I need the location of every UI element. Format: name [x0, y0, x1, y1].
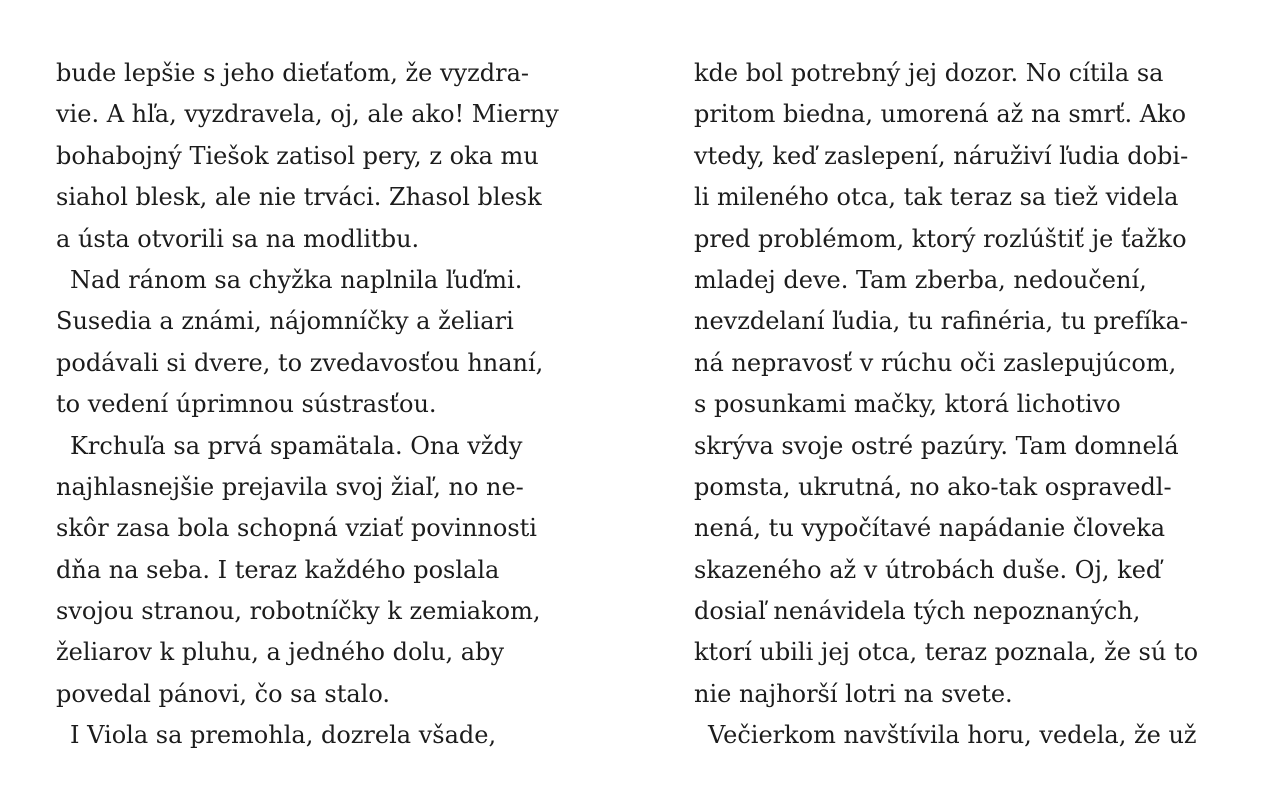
- text-line: pritom biedna, umorená až na smrť. Ako: [694, 100, 1187, 129]
- right-page-text: [694, 53, 1254, 757]
- right-page: [694, 0, 1254, 800]
- text-line: nená, tu vypočítavé napádanie človeka: [694, 514, 1166, 543]
- text-line: pomsta, ukrutná, no ako-tak ospravedl-: [694, 472, 1172, 501]
- text-line: bude lepšie s jeho dieťaťom, že vyzdra-: [56, 59, 530, 87]
- text-line: Krchuľa sa prvá spamätala. Ona vždy: [70, 431, 523, 460]
- text-line: želiarov k pluhu, a jedného dolu, aby: [56, 638, 505, 667]
- text-line: to vedení úprimnou sústrasťou.: [56, 390, 437, 419]
- text-line: kde bol potrebný jej dozor. No cítila sa: [694, 59, 1164, 87]
- text-line: s posunkami mačky, ktorá lichotivo: [694, 390, 1121, 419]
- text-line: pred problémom, ktorý rozlúštiť je ťažko: [694, 224, 1187, 253]
- text-line: ktorí ubili jej otca, teraz poznala, že sú to: [694, 638, 1199, 667]
- text-line: skazeného až v útrobách duše. Oj, keď: [694, 555, 1162, 584]
- text-line: nevzdelaní ľudia, tu rafinéria, tu prefíka-: [694, 307, 1189, 336]
- text-line: dosiaľ nenávidela tých nepoznaných,: [694, 597, 1141, 626]
- text-line: I Viola sa premohla, dozrela všade,: [70, 721, 497, 750]
- text-line: siahol blesk, ale nie trváci. Zhasol blesk: [56, 183, 542, 212]
- left-page-text: [56, 53, 616, 757]
- text-line: skôr zasa bola schopná vziať povinnosti: [56, 514, 537, 543]
- text-line: podávali si dvere, to zvedavosťou hnaní,: [56, 348, 544, 377]
- text-line: mladej deve. Tam zberba, nedoučení,: [694, 265, 1147, 294]
- text-line: ná nepravosť v rúchu oči zaslepujúcom,: [694, 348, 1177, 377]
- text-line: vie. A hľa, vyzdravela, oj, ale ako! Mierny: [56, 100, 559, 129]
- left-page: [56, 0, 616, 800]
- text-line: Nad ránom sa chyžka naplnila ľuďmi.: [70, 265, 523, 294]
- text-line: dňa na seba. I teraz každého poslala: [56, 555, 500, 584]
- text-line: skrýva svoje ostré pazúry. Tam domnelá: [694, 431, 1179, 460]
- text-line: nie najhorší lotri na svete.: [694, 679, 1013, 708]
- text-line: povedal pánovi, čo sa stalo.: [56, 679, 390, 708]
- text-line: vtedy, keď zaslepení, náruživí ľudia dobi-: [694, 141, 1189, 170]
- text-line: Susedia a známi, nájomníčky a želiari: [56, 307, 514, 336]
- text-line: li mileného otca, tak teraz sa tiež videla: [694, 183, 1179, 212]
- text-line: najhlasnejšie prejavila svoj žiaľ, no ne-: [56, 472, 524, 501]
- text-line: Večierkom navštívila horu, vedela, že už: [708, 721, 1197, 750]
- text-line: bohabojný Tiešok zatisol pery, z oka mu: [56, 141, 539, 170]
- text-line: a ústa otvorili sa na modlitbu.: [56, 224, 420, 253]
- text-line: svojou stranou, robotníčky k zemiakom,: [56, 597, 541, 626]
